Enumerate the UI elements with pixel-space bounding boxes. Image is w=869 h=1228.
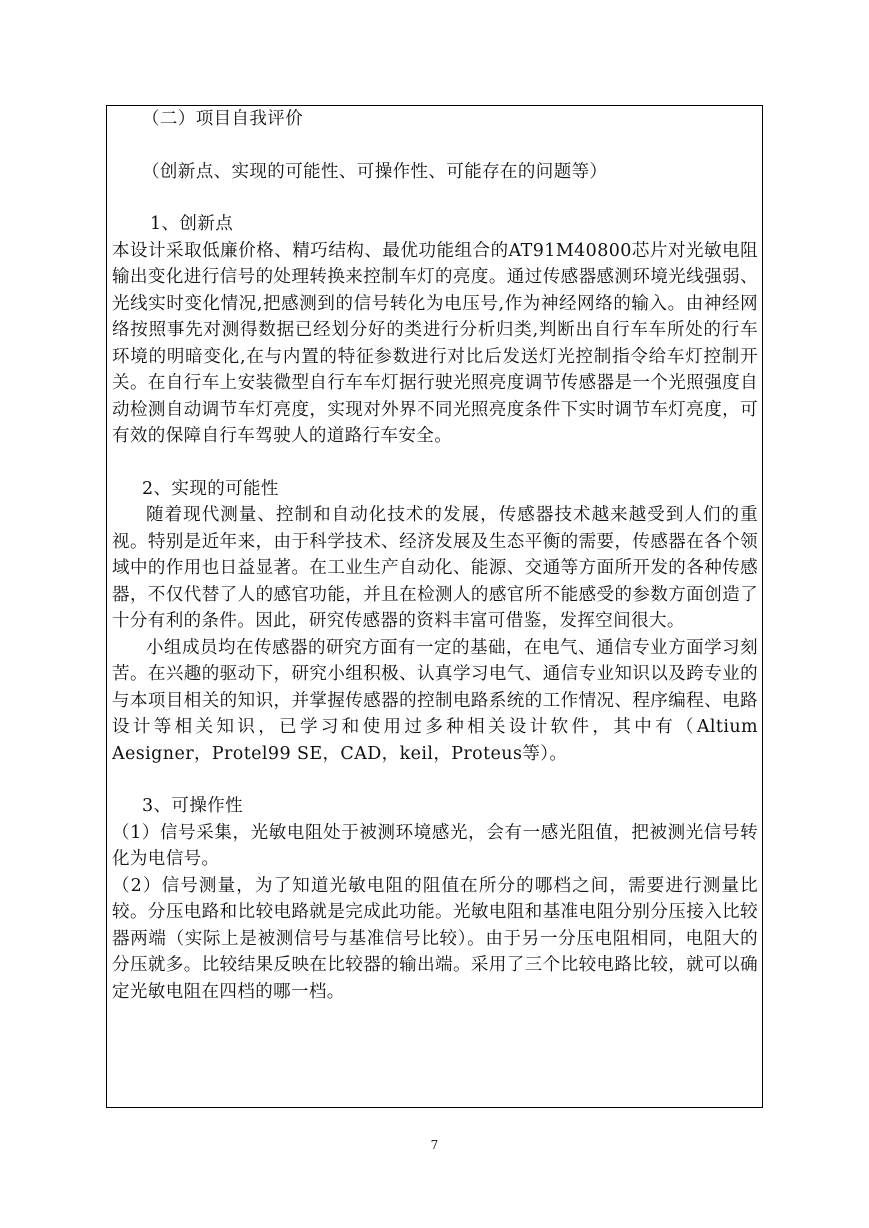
spacer: [112, 767, 758, 793]
document-body: [112, 106, 758, 1005]
innovation-heading: 1、创新点: [150, 214, 234, 234]
section-subtitle: （创新点、实现的可能性、可操作性、可能存在的问题等）: [142, 161, 608, 182]
operability-heading: 3、可操作性: [142, 796, 244, 816]
page-number: 7: [430, 1138, 439, 1152]
feasibility-paragraph-2: 小组成员均在传感器的研究方面有一定的基础，在电气、通信专业方面学习刻苦。在兴趣的驱动下，研究小组积极、认真学习电气、通信专业知识以及跨专业的与本项目相关的知识，并掌握传感器的控制电路系统的工作情况、程序编程、电路设计等相关知识，已学习和使用过多种相关设计软件，其中有（Altium Aesigner，Protel99 SE，CAD，keil，Proteus等）。: [112, 637, 758, 764]
feasibility-heading: 2、实现的可能性: [142, 478, 279, 499]
spacer: [112, 450, 758, 476]
operability-item-2: （2）信号测量，为了知道光敏电阻的阻值在所分的哪档之间，需要进行测量比较。分压电路和比较电路就是完成此功能。光敏电阻和基准电阻分别分压接入比较器两端（实际上是被测信号与基准信号比较）。由于另一分压电阻相同，电阻大的分压就多。比较结果反映在比较器的输出端。采用了三个比较电路比较，就可以确定光敏电阻在四档的哪一档。: [112, 875, 758, 1002]
section-heading: （二）项目自我评价: [142, 109, 304, 129]
innovation-paragraph: 本设计采取低廉价格、精巧结构、最优功能组合的AT91M40800芯片对光敏电阻输出变化进行信号的处理转换来控制车灯的亮度。通过传感器感测环境光线强弱、光线实时变化情况,把感测到的信号转化为电压号,作为神经网络的输入。由神经网络按照事先对测得数据已经划分好的类进行分析归类,判断出自行车车所处的行车环境的明暗变化,在与内置的特征参数进行对比后发送灯光控制指令给车灯控制开关。在自行车上安装微型自行车车灯据行驶光照亮度调节传感器是一个光照强度自动检测自动调节车灯亮度，实现对外界不同光照亮度条件下实时调节车灯亮度，可有效的保障自行车驾驶人的道路行车安全。: [112, 240, 758, 446]
operability-item-1: （1）信号采集，光敏电阻处于被测环境感光，会有一感光阻值，把被测光信号转化为电信号。: [112, 822, 758, 869]
feasibility-paragraph-1: 随着现代测量、控制和自动化技术的发展，传感器技术越来越受到人们的重视。特别是近年来，由于科学技术、经济发展及生态平衡的需要，传感器在各个领域中的作用也日益显著。在工业生产自动化、能源、交通等方面所开发的各种传感器，不仅代替了人的感官功能，并且在检测人的感官所不能感受的参数方面创造了十分有利的条件。因此，研究传感器的资料丰富可借鉴，发挥空间很大。: [112, 505, 758, 631]
spacer: [112, 133, 758, 159]
spacer: [112, 185, 758, 211]
